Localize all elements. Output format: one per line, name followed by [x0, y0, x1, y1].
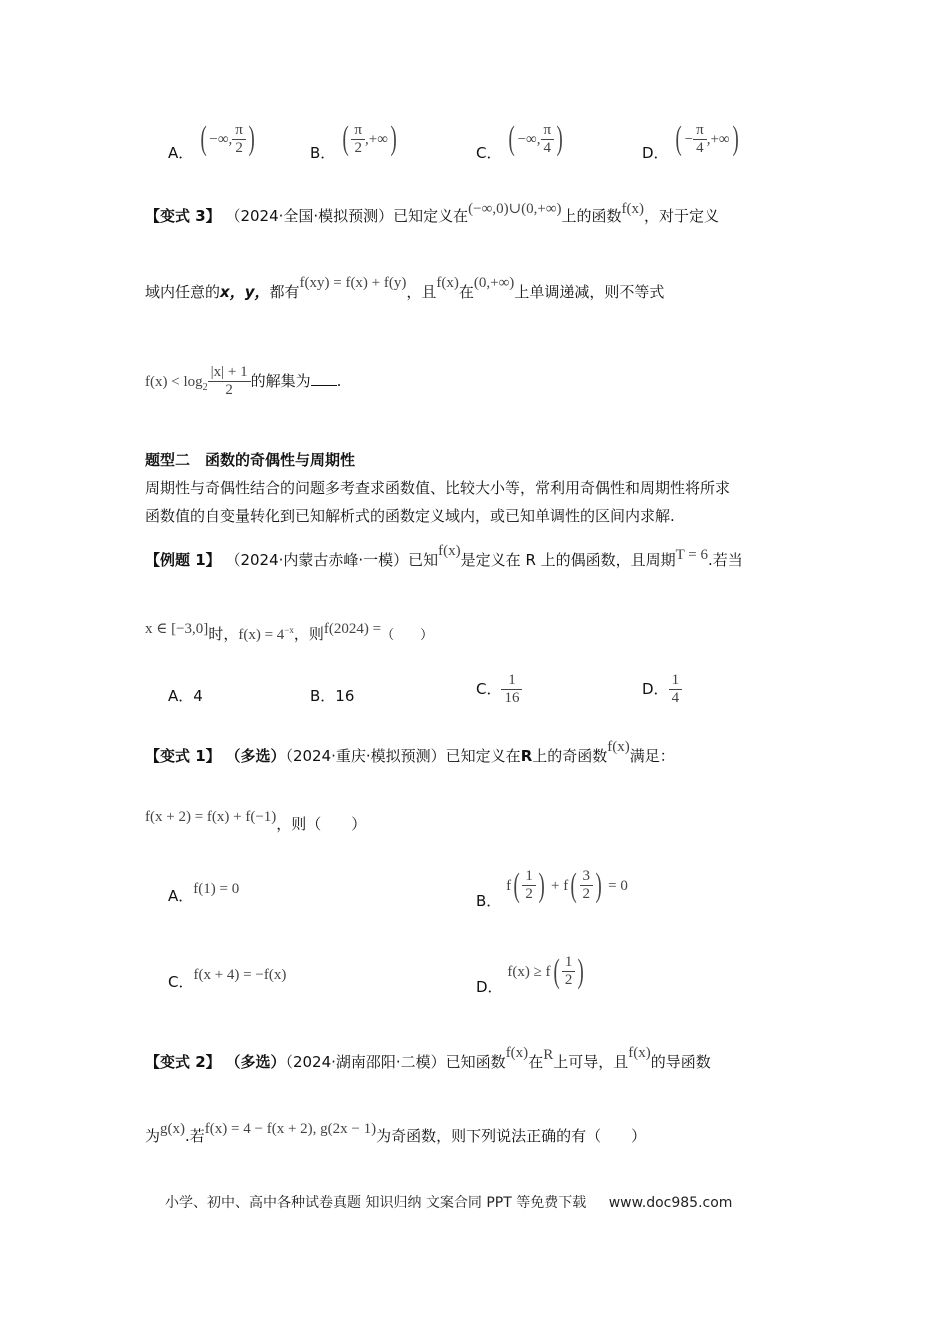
section-title: 题型二 函数的奇偶性与周期性 — [145, 451, 356, 469]
option-label: C． — [476, 143, 502, 162]
example1-line2: x ∈ [−3,0]时，$f(x) = 4^{-x}$，则f(2024) =（ ） — [145, 621, 434, 643]
functional-equation: f(xy) = f(x) + f(y) — [299, 275, 407, 291]
section-desc-line2: 函数值的自变量转化到已知解析式的函数定义域内，或已知单调性的区间内求解. — [145, 507, 675, 525]
variant1-option-a: A．f(1) = 0 — [168, 881, 240, 905]
variant1-option-c: C．f(x + 4) = −f(x) — [168, 967, 287, 991]
example1-option-a: A．4 — [168, 687, 203, 705]
option-label: A． — [168, 143, 194, 162]
footer-link[interactable]: www.doc985.com — [608, 1195, 733, 1211]
variant1-line1: 【变式 1】 （多选）（2024·重庆·模拟预测）已知定义在R上的奇函数f(x)满足： — [145, 739, 675, 765]
variant3-line1: 【变式 3】 （2024·全国·模拟预测）已知定义在(−∞,0)∪(0,+∞)上的函数f(x)，对于定义 — [145, 201, 720, 225]
footer — [165, 1192, 732, 1212]
option-d: D． ( − $\frac{\pi}{4}$ ,+∞) — [642, 120, 739, 162]
inequality: f(x) < log — [145, 374, 203, 390]
domain-expr: (−∞,0)∪(0,+∞) — [468, 201, 562, 217]
example1-option-b: B．16 — [310, 687, 355, 705]
option-label: D． — [642, 143, 669, 162]
variant-tag: 【变式 3】 — [145, 207, 221, 225]
variant3-line3: $f(x) < \log_2$ $\frac{|x| + 1}{2}$ 的解集为 . — [145, 364, 342, 398]
option-a: A． ( −∞, $\frac{\pi}{2}$ ) — [168, 120, 255, 162]
option-label: B． — [310, 143, 336, 162]
example1-line1: 【例题 1】 （2024·内蒙古赤峰·一模）已知f(x)是定义在 R 上的偶函数，且周期T = 6.若当 — [145, 543, 743, 569]
variant2-line1: 【变式 2】 （多选）（2024·湖南邵阳·二模）已知函数f(x)在R上可导，且f(x)的导函数 — [145, 1045, 711, 1071]
fx-expr: f(x) — [621, 201, 645, 217]
example1-option-d: D． $\frac{1}{4}$ — [642, 672, 682, 707]
footer-text: 小学、初中、高中各种试卷真题 知识归纳 文案合同 PPT 等免费下载 — [165, 1195, 587, 1211]
example1-option-c: C． $\frac{1}{16}$ — [476, 672, 522, 707]
variant1-option-d: D． f(x) ≥ f( $\frac{1}{2}$ ) — [476, 952, 585, 996]
answer-blank — [311, 373, 337, 386]
example-tag: 【例题 1】 — [145, 551, 221, 569]
variant2-line2: 为g(x).若f(x) = 4 − f(x + 2), g(2x − 1)为奇函数，则下列说法正确的有（ ） — [145, 1121, 647, 1145]
option-c: C． ( −∞, $\frac{\pi}{4}$ ) — [476, 120, 563, 162]
option-b: B． ( $\frac{\pi}{2}$ ,+∞) — [310, 120, 397, 162]
section-desc-line1: 周期性与奇偶性结合的问题多考查求函数值、比较大小等，常利用奇偶性和周期性将所求 — [145, 479, 731, 497]
variant1-option-b: B． f( $\frac{1}{2}$ ) + f( $\frac{3}{2}$ ) = 0 — [476, 866, 628, 910]
variant1-line2: f(x + 2) = f(x) + f(−1)，则（ ） — [145, 809, 367, 833]
variant3-line2: 域内任意的x，y，都有f(xy) = f(x) + f(y)，且f(x)在(0,+∞)上单调递减，则不等式 — [145, 275, 665, 301]
